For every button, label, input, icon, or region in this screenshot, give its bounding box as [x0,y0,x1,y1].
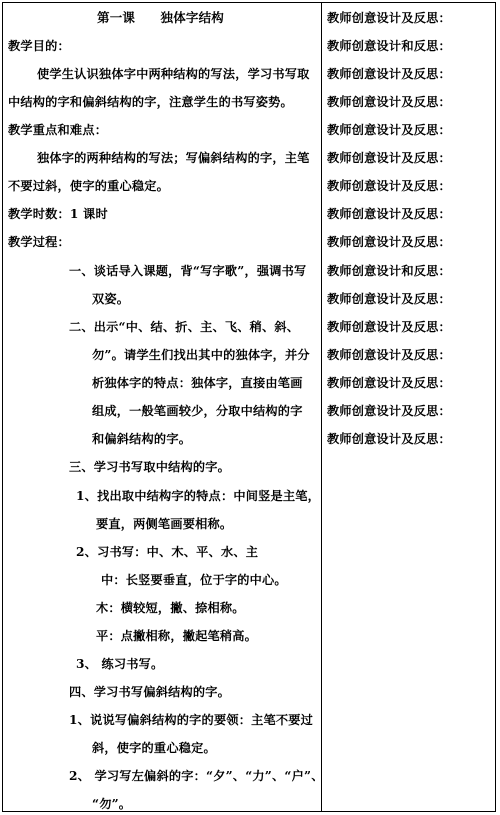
step-three-heading: 三、学习书写取中结构的字。 [69,460,231,474]
step-three-item: 2、习书写：中、木、平、水、主 [76,545,259,559]
teacher-note: 教师创意设计及反思： [327,123,451,137]
char-note-line: 木：横较短，撇、捺相称。 [96,601,245,615]
step-one-line: 一、谈话导入课题，背“写字歌”，强调书写 [69,264,307,278]
teacher-note: 教师创意设计及反思： [327,151,451,165]
char-note-line: 中：长竖要垂直，位于字的中心。 [101,573,287,587]
teacher-note: 教师创意设计及反思： [327,95,451,109]
char-note-line: 平：点撇相称，撇起笔稍高。 [96,629,258,643]
hours-line: 教学时数：1 课时 [8,207,108,221]
lesson-title: 第一课 独体字结构 [97,10,225,25]
step-two-line: 析独体字的特点：独体字，直接由笔画 [92,376,303,390]
column-divider [321,3,322,811]
step-two-line: 勿”。请学生们找出其中的独体字，并分 [92,348,310,362]
step-four-item: 斜，使字的重心稳定。 [92,741,216,755]
teacher-note: 教师创意设计和反思： [327,264,451,278]
step-three-item: 3、 练习书写。 [76,657,164,671]
teacher-note: 教师创意设计及反思： [327,67,451,81]
teacher-note: 教师创意设计及反思： [327,432,451,446]
step-four-item: 1、说说写偏斜结构的字的要领：主笔不要过 [69,713,314,727]
objective-text-line: 使学生认识独体字中两种结构的写法，学习书写取 [37,67,310,81]
teacher-note: 教师创意设计及反思： [327,292,451,306]
objective-text-line: 中结构的字和偏斜结构的字，注意学生的书写姿势。 [8,95,293,109]
teacher-note: 教师创意设计及反思： [327,320,451,334]
teacher-note: 教师创意设计及反思： [327,235,451,249]
step-four-heading: 四、学习书写偏斜结构的字。 [69,685,231,699]
teacher-note: 教师创意设计及反思： [327,376,451,390]
step-three-item: 1、找出取中结构字的特点：中间竖是主笔， [76,489,321,503]
teacher-note: 教师创意设计及反思： [327,11,451,25]
teacher-note: 教师创意设计及反思： [327,404,451,418]
step-two-line: 和偏斜结构的字。 [92,432,192,446]
teacher-note: 教师创意设计及反思： [327,179,451,193]
teacher-note: 教师创意设计和反思： [327,39,451,53]
key-points-text-line: 独体字的两种结构的写法；写偏斜结构的字，主笔 [37,151,310,165]
key-points-heading: 教学重点和难点： [8,123,108,137]
step-four-item: 2、 学习写左偏斜的字：“夕”、“力”、“户”、 [69,769,324,783]
step-four-item: “勿”。 [92,797,132,811]
step-two-line: 组成，一般笔画较少，分取中结构的字 [92,404,303,418]
teacher-note: 教师创意设计及反思： [327,348,451,362]
teacher-note: 教师创意设计及反思： [327,207,451,221]
objective-heading: 教学目的： [8,39,70,53]
step-one-line: 双姿。 [92,292,130,306]
step-two-line: 二、出示“中、结、折、主、飞、稍、斜、 [69,320,300,334]
process-heading: 教学过程： [8,235,70,249]
key-points-text-line: 不要过斜，使字的重心稳定。 [8,179,170,193]
step-three-item: 要直，两侧笔画要相称。 [96,517,233,531]
